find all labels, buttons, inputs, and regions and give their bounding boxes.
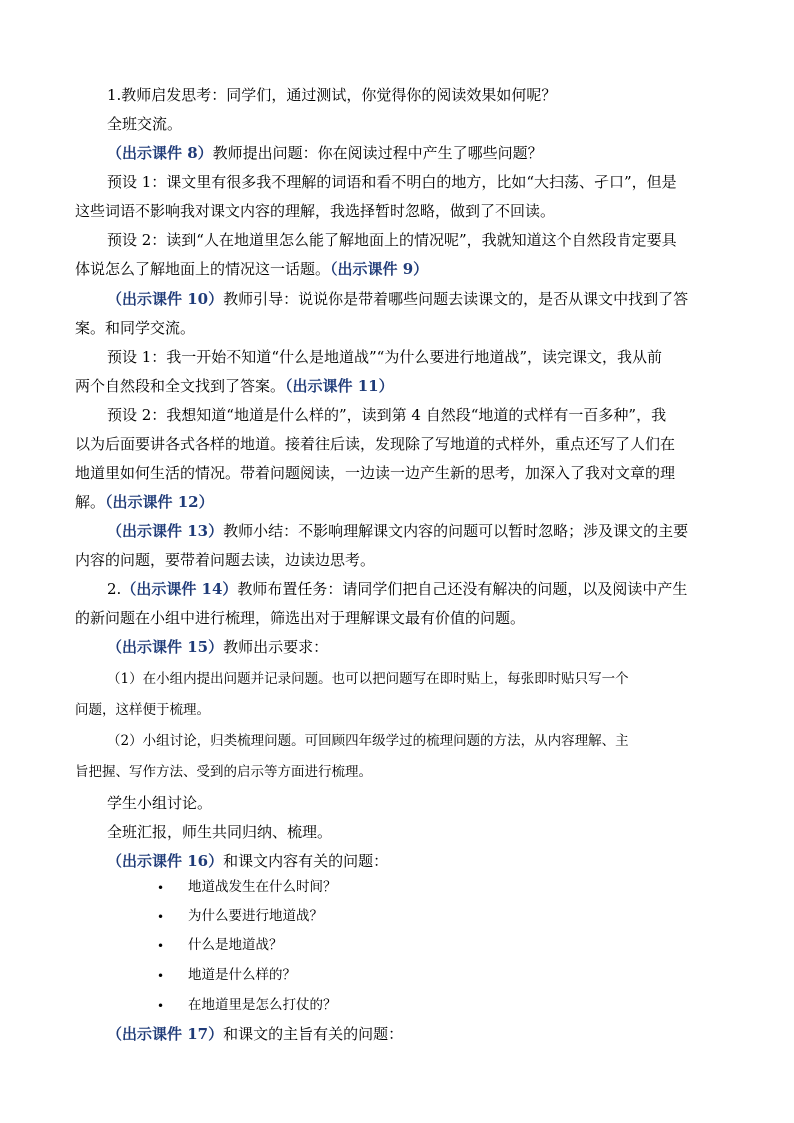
paragraph-group-discussion: 学生小组讨论。 (107, 794, 213, 812)
paragraph-requirements: （出示课件 15）教师出示要求： (107, 638, 329, 656)
paragraph-class-discussion: 全班交流。 (107, 115, 183, 133)
paragraph-task-a: 2.（出示课件 14）教师布置任务：请同学们把自己还没有解决的问题，以及阅读中产生 (107, 580, 688, 598)
courseware-label: （出示课件 8） (107, 144, 213, 162)
list-item: 地道是什么样的？ (188, 967, 296, 983)
paragraph-courseware-10a: （出示课件 10）教师引导：说说你是带着哪些问题去读课文的，是否从课文中找到了答 (107, 290, 689, 308)
courseware-label: （出示课件 15） (107, 638, 224, 656)
bullet-icon: • (157, 910, 165, 924)
list-item: 在地道里是怎么打仗的？ (188, 997, 337, 1013)
paragraph-preset-1b: 这些词语不影响我对课文内容的理解，我选择暂时忽略，做到了不回读。 (75, 202, 556, 220)
paragraph-teacher-prompt: 1.教师启发思考：同学们，通过测试，你觉得你的阅读效果如何呢？ (107, 86, 557, 104)
bullet-icon: • (157, 999, 165, 1013)
paragraph-preset-4a: 预设 2：我想知道“地道是什么样的”，读到第 4 自然段“地道的式样有一百多种”，我 (107, 406, 667, 424)
bullet-icon: • (157, 939, 165, 953)
paragraph-courseware-17: （出示课件 17）和课文的主旨有关的问题： (107, 1025, 404, 1043)
requirement-1a: （1）在小组内提出问题并记录问题。也可以把问题写在即时贴上，每张即时贴只写一个 (107, 671, 629, 687)
list-item: 地道战发生在什么时间？ (188, 879, 337, 895)
paragraph-courseware-8: （出示课件 8）教师提出问题：你在阅读过程中产生了哪些问题？ (107, 144, 543, 162)
courseware-label: （出示课件 17） (107, 1025, 224, 1043)
paragraph-courseware-10b: 案。和同学交流。 (75, 319, 196, 337)
courseware-label: （出示课件 13） (107, 522, 224, 540)
paragraph-preset-3a: 预设 1：我一开始不知道“什么是地道战”“为什么要进行地道战”，读完课文，我从前 (107, 348, 662, 366)
requirement-1b: 问题，这样便于梳理。 (75, 702, 210, 718)
requirement-2a: （2）小组讨论，归类梳理问题。可回顾四年级学过的梳理问题的方法，从内容理解、主 (107, 733, 629, 749)
requirement-2b: 旨把握、写作方法、受到的启示等方面进行梳理。 (75, 764, 372, 780)
courseware-label: （出示课件 14） (121, 580, 238, 598)
paragraph-preset-4c: 地道里如何生活的情况。带着问题阅读，一边读一边产生新的思考，加深入了我对文章的理 (75, 464, 676, 482)
paragraph-preset-4b: 以为后面要讲各式各样的地道。接着往后读，发现除了写地道的式样外，重点还写了人们在 (75, 435, 676, 453)
list-item: 什么是地道战？ (188, 937, 283, 953)
bullet-icon: • (157, 969, 165, 983)
paragraph-preset-3b: 两个自然段和全文找到了答案。（出示课件 11） (75, 377, 394, 395)
paragraph-courseware-16: （出示课件 16）和课文内容有关的问题： (107, 852, 389, 870)
courseware-label: （出示课件 10） (107, 290, 224, 308)
courseware-label: （出示课件 12） (105, 493, 214, 511)
courseware-label: （出示课件 16） (107, 852, 224, 870)
courseware-label: （出示课件 11） (285, 377, 394, 395)
paragraph-preset-4d: 解。（出示课件 12） (75, 493, 214, 511)
paragraph-preset-2a: 预设 2：读到“人在地道里怎么能了解地面上的情况呢”，我就知道这个自然段肯定要具 (107, 231, 677, 249)
bullet-icon: • (157, 881, 165, 895)
paragraph-summary-a: （出示课件 13）教师小结：不影响理解课文内容的问题可以暂时忽略；涉及课文的主要 (107, 522, 689, 540)
courseware-label: （出示课件 9） (330, 260, 429, 278)
paragraph-preset-1a: 预设 1：课文里有很多我不理解的词语和看不明白的地方，比如“大扫荡、孑口”，但是 (107, 173, 677, 191)
paragraph-summary-b: 内容的问题，要带着问题去读，边读边思考。 (75, 551, 376, 569)
paragraph-task-b: 的新问题在小组中进行梳理，筛选出对于理解课文最有价值的问题。 (75, 609, 526, 627)
list-item: 为什么要进行地道战？ (188, 908, 323, 924)
paragraph-class-report: 全班汇报，师生共同归纳、梳理。 (107, 823, 333, 841)
paragraph-preset-2b: 体说怎么了解地面上的情况这一话题。（出示课件 9） (75, 260, 429, 278)
